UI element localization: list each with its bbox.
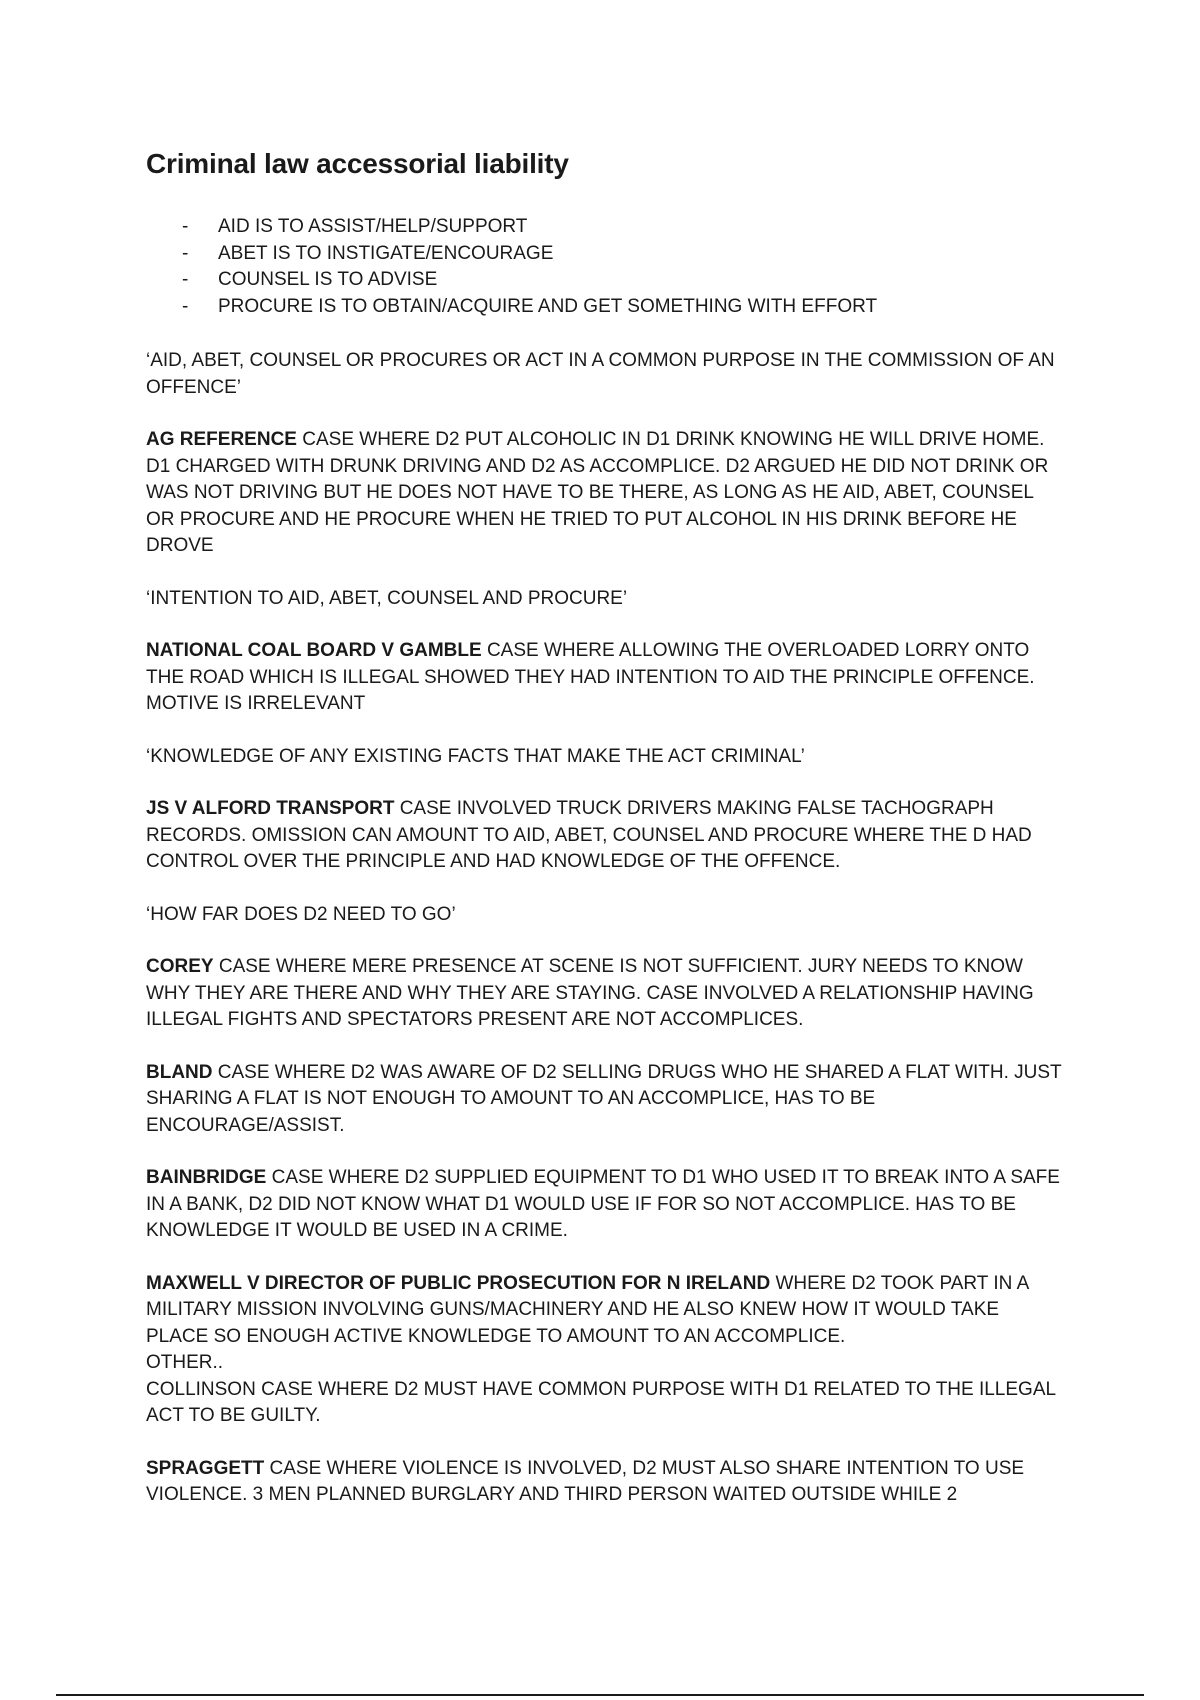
case-name: NATIONAL COAL BOARD V GAMBLE [146, 640, 482, 661]
other-label: OTHER.. [146, 1352, 224, 1373]
case-ncb-v-gamble [146, 638, 1066, 718]
case-name: SPRAGGETT [146, 1457, 265, 1479]
bullet-dash: - [182, 269, 189, 290]
case-bland [146, 1060, 1066, 1140]
definition-text: COUNSEL IS TO ADVISE [218, 269, 438, 290]
case-name: BLAND [146, 1061, 213, 1083]
case-maxwell [146, 1271, 1066, 1351]
case-spraggett [146, 1456, 1066, 1509]
bullet-dash: - [182, 242, 189, 264]
case-text: CASE WHERE VIOLENCE IS INVOLVED, D2 MUST ALSO SHARE INTENTION TO USE VIOLENCE. 3 MEN PLANNED BURGLARY AND THIRD PERSON WAITED OUTSIDE WHILE 2 [146, 1457, 1025, 1505]
list-item [146, 267, 1066, 294]
case-text: CASE INVOLVED TRUCK DRIVERS MAKING FALSE TACHOGRAPH RECORDS. OMISSION CAN AMOUNT TO AID, ABET, COUNSEL AND PROCURE WHERE THE D HAD CONTROL OVER THE PRINCIPLE AND HAD KNOWLEDGE OF THE OFFENCE. [146, 798, 1032, 872]
case-text: CASE WHERE D2 WAS AWARE OF D2 SELLING DRUGS WHO HE SHARED A FLAT WITH. JUST SHARING A FLAT IS NOT ENOUGH TO AMOUNT TO AN ACCOMPLICE, HAS TO BE ENCOURAGE/ASSIST. [146, 1061, 1062, 1136]
case-text: CASE WHERE ALLOWING THE OVERLOADED LORRY ONTO THE ROAD WHICH IS ILLEGAL SHOWED THEY HAD INTENTION TO AID THE PRINCIPLE OFFENCE. MOTIVE IS IRRELEVANT [146, 640, 1035, 714]
case-bainbridge [146, 1165, 1066, 1245]
quote-knowledge: ‘KNOWLEDGE OF ANY EXISTING FACTS THAT MAKE THE ACT CRIMINAL’ [146, 745, 805, 767]
quote-intention: ‘INTENTION TO AID, ABET, COUNSEL AND PROCURE’ [146, 587, 628, 609]
definition-text: AID IS TO ASSIST/HELP/SUPPORT [218, 216, 528, 237]
definition-text: PROCURE IS TO OBTAIN/ACQUIRE AND GET SOMETHING WITH EFFORT [218, 295, 878, 317]
case-name: JS V ALFORD TRANSPORT [146, 798, 395, 819]
definitions-list [146, 214, 1066, 320]
case-text: CASE WHERE D2 SUPPLIED EQUIPMENT TO D1 WHO USED IT TO BREAK INTO A SAFE IN A BANK, D2 DID NOT KNOW WHAT D1 WOULD USE IF FOR SO NOT ACCOMPLICE. HAS TO BE KNOWLEDGE IT WOULD BE USED IN A CRIME. [146, 1167, 1060, 1241]
case-name: AG REFERENCE [146, 429, 297, 450]
document-title: Criminal law accessorial liability [146, 148, 569, 179]
case-text: WHERE D2 TOOK PART IN A MILITARY MISSION INVOLVING GUNS/MACHINERY AND HE ALSO KNEW HOW IT WOULD TAKE PLACE SO ENOUGH ACTIVE KNOWLEDGE TO AMOUNT TO AN ACCOMPLICE. [146, 1272, 1029, 1347]
page-bottom-rule [56, 1694, 1144, 1696]
case-collinson: COLLINSON CASE WHERE D2 MUST HAVE COMMON PURPOSE WITH D1 RELATED TO THE ILLEGAL ACT TO BE GUILTY. [146, 1378, 1056, 1426]
case-text: CASE WHERE D2 PUT ALCOHOLIC IN D1 DRINK KNOWING HE WILL DRIVE HOME. D1 CHARGED WITH DRUNK DRIVING AND D2 AS ACCOMPLICE. D2 ARGUED HE DID NOT DRINK OR WAS NOT DRIVING BUT HE DOES NOT HAVE TO BE THERE, AS LONG AS HE AID, ABET, COUNSEL OR PROCURE AND HE PROCURE WHEN HE TRIED TO PUT ALCOHOL IN HIS DRINK BEFORE HE DROVE [146, 429, 1049, 556]
definition-text: ABET IS TO INSTIGATE/ENCOURAGE [218, 242, 554, 264]
bullet-dash: - [182, 216, 189, 237]
list-item [146, 294, 1066, 321]
quote-common-purpose: ‘AID, ABET, COUNSEL OR PROCURES OR ACT IN A COMMON PURPOSE IN THE COMMISSION OF AN OFFENCE’ [146, 350, 1055, 398]
case-js-v-alford [146, 796, 1066, 876]
case-ag-reference [146, 427, 1066, 560]
case-name: MAXWELL V DIRECTOR OF PUBLIC PROSECUTION FOR N IRELAND [146, 1272, 771, 1294]
case-corey [146, 954, 1066, 1034]
case-name: COREY [146, 956, 214, 977]
bullet-dash: - [182, 295, 189, 317]
case-text: CASE WHERE MERE PRESENCE AT SCENE IS NOT SUFFICIENT. JURY NEEDS TO KNOW WHY THEY ARE THERE AND WHY THEY ARE STAYING. CASE INVOLVED A RELATIONSHIP HAVING ILLEGAL FIGHTS AND SPECTATORS PRESENT ARE NOT ACCOMPLICES. [146, 956, 1034, 1030]
case-name: BAINBRIDGE [146, 1167, 267, 1188]
list-item [146, 214, 1066, 241]
quote-how-far: ‘HOW FAR DOES D2 NEED TO GO’ [146, 903, 456, 925]
document-page [146, 146, 1066, 1535]
list-item [146, 241, 1066, 268]
